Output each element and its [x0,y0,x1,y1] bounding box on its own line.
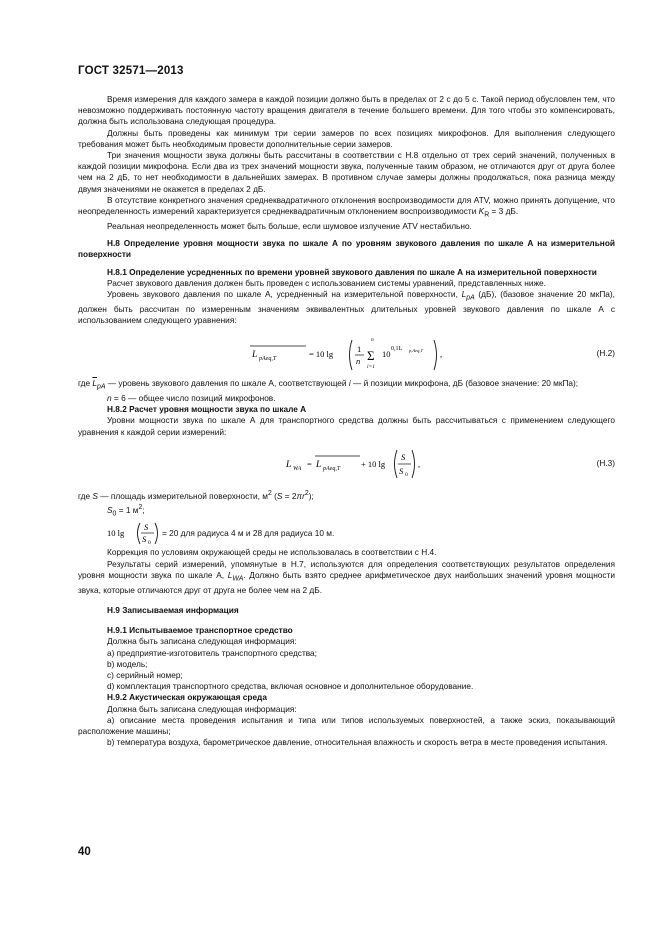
where-clause: где $\overline{L}_{pA}$ — уровень звукового давления по шкале А, соответствующей i — й позиции микрофона, дБ (базовое значение: 20 мкПа); [78,378,579,391]
page-number: 40 [78,846,91,858]
where-clause: где S — площадь измерительной поверхности, $м^2$ $(S = 2\pi r^2)$; [78,489,314,501]
denominator-subscript: 0 [405,471,408,478]
sum-lower-limit: i=1 [367,364,375,371]
paragraph: Расчет звукового давления должен быть проведен с использованием системы уравнений, представленных ниже. [107,277,546,288]
paragraph: Должны быть проведены как минимум три серии замеров по всех позициях микрофонов. Для выполнения следующего требования может быть необходимым провести дополнительные серии замеров. [78,127,615,149]
formula-symbol: L [286,459,292,470]
left-bracket [350,340,353,370]
paragraph: Коррекция по условиям окружающей среды не использовалась в соответствии с Н.4. [107,547,437,558]
ratio-text: = 20 для радиуса 4 м и 28 для радиуса 10 м. [162,528,335,539]
right-paren [412,450,415,478]
sum-sign: Σ [367,348,375,364]
document-header: ГОСТ 32571—2013 [78,65,184,77]
formula-h3 [78,438,615,488]
formula-h2-expression [248,326,448,378]
sum-upper-limit: n [371,337,374,344]
ratio-formula [78,519,615,547]
list-item: b) температура воздуха, барометрическое давление, относительная влажность и скорость ветра в месте проведения испытания. [107,737,608,748]
paragraph: Уровень звукового давления по шкале А, усредненный на измерительной поверхности, $L_{pA}$ (дБ), (базовое значение 20 мкПа), должен быть рассчитан по измеренным значениям эквивалентных длительных уровней звукового давления по шкале А с использованием следующего уравнения: [78,288,615,325]
list-item: b) модель; [107,658,148,669]
formula-subscript: pAeq,T [259,356,277,363]
paragraph: Должна быть записана следующая информация: [107,703,297,714]
list-item: а) описание места проведения испытания и типа или типов используемых поверхностей, а также эскиз, показывающий расположение машины; [78,714,615,736]
power-base: 10 [382,349,391,360]
formula-number: (Н.3) [596,457,615,468]
subsection-heading: Н.9.1 Испытываемое транспортное средство [107,625,293,636]
subsection-heading: Н.8.1 Определение усредненных по времени уровней звукового давления по шкале А на измерительной поверхности [107,266,597,277]
paragraph: Три значения мощности звука должны быть рассчитаны в соответствии с Н.8 отдельно от трех серий значений, полученных в каждой позиции микрофона. Если два из трех значений мощности звука, полученные таким образом, не отличаются друг от друга более чем на 2 дБ, то нет необходимости в дальнейших замерах. В противном случае замеры должны продолжаться, пока разница между двумя значениями не окажется в пределах 2 дБ. [78,150,615,194]
formula-h2 [78,326,615,378]
formula-comma: , [418,458,421,469]
subsection-heading: Н.8.2 Расчет уровня мощности звука по шкале А [107,404,307,415]
paragraph: Результаты серий измерений, упомянутые в Н.7, используются для определения соответствующих результатов определения уровня мощности звука по шкале А, $L_{WA}$. Должно быть взято среднее арифметическое двух наибольших значений уровня мощности звука, которые отличаются друг от друга не более чем на 2 дБ. [78,558,615,595]
left-paren [138,523,141,544]
power-exponent: 0,1L [391,346,403,353]
formula-operator: = [307,458,312,469]
subsection-heading: Н.9.2 Акустическая окружающая среда [107,692,267,703]
left-paren [395,450,398,478]
paragraph: В отсутствие конкретного значения среднеквадратичного отклонения воспроизводимости для ATV, можно принять допущение, что неопределенность измерений характеризуется среднеквадратичным отклонением воспроизводимости $K_R = 3$ дБ. [78,194,615,219]
fraction-numerator: 1 [357,344,362,355]
exponent-subscript: p,Aeq,T [409,348,423,354]
section-heading: Н.8 Определение уровня мощности звука по шкале А по уровням звукового давления по шкале А на измерительной поверхности [78,238,615,260]
section-heading: Н.9 Записываемая информация [107,604,239,615]
fraction-denominator: n [356,356,361,367]
fraction-denominator: S [142,534,147,545]
where-clause: n = 6 — общее число позиций микрофонов. [107,393,276,404]
formula-symbol: L [316,459,322,470]
formula-operator: 10 lg [107,528,125,539]
formula-operator: + 10 lg [361,458,386,469]
right-bracket [434,340,437,370]
formula-operator: = 10 lg [309,349,334,360]
formula-subscript: pAeq,T [323,465,341,472]
list-item: а) предприятие-изготовитель транспортного средства; [107,647,317,658]
list-item: с) серийный номер; [107,669,183,680]
fraction-numerator: S [401,451,406,462]
paragraph: Реальная неопределенность может быть больше, если шумовое излучение ATV нестабильно. [107,220,472,231]
list-item: d) комплектация транспортного средства, включая основное и дополнительное оборудование. [107,681,474,692]
fraction-numerator: S [144,522,149,533]
fraction-denominator: S [399,465,404,476]
formula-h3-expression [284,438,424,488]
formula-comma: , [440,349,443,360]
formula-subscript: WA [293,465,302,472]
paragraph: Должна быть записана следующая информация: [107,636,297,647]
paragraph: Уровни мощности звука по шкале А для транспортного средства должны быть рассчитываться с применением следующего уравнения к каждой серии измерений: [78,415,615,437]
denominator-subscript: 0 [148,540,151,547]
formula-symbol: L [252,350,258,361]
right-paren [155,523,158,544]
paragraph: Время измерения для каждого замера в каждой позиции должно быть в пределах от 2 с до 5 с. Такой период обусловлен тем, что невозможно поддерживать постоянную частоту вращения двигателя в течение большего времени. Для того чтобы это компенсировать, должна быть использована следующая процедура. [78,94,615,127]
formula-number: (Н.2) [596,348,615,359]
document-body [78,94,615,748]
where-clause: $S_0 = 1$ $м^2$; [107,503,145,518]
